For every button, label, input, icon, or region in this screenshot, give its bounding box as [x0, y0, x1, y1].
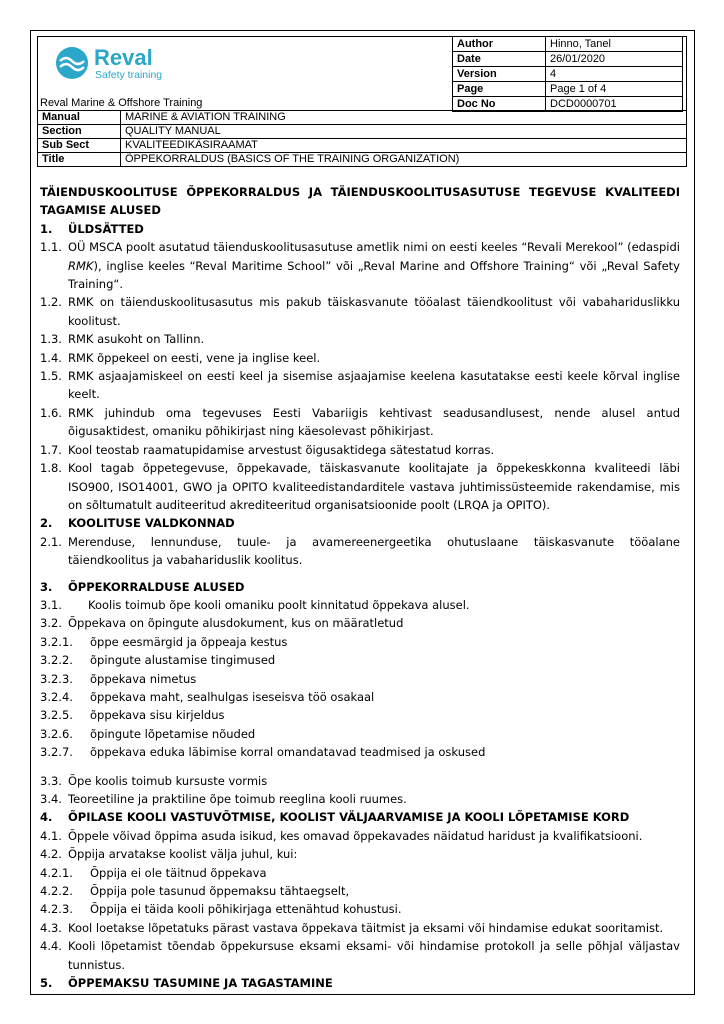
meta-key: Version: [453, 67, 546, 82]
meta-key: Page: [453, 82, 546, 97]
info-row: [38, 153, 687, 167]
meta-value: 26/01/2020: [546, 52, 683, 67]
list-item: 4.2.1. Õppija ei ole täitnud õppekava: [40, 865, 267, 880]
document-meta-table: [452, 36, 683, 112]
paragraph: 2.1. Merenduse, lennunduse, tuule- ja avamereenergeetika ohutuslaane täiskasvanute tööalane täiendkoolitus ja vabahariduslik koolitus.: [40, 534, 680, 568]
info-key: Section: [38, 125, 121, 139]
paragraph: 1.2. RMK on täienduskoolitusasutus mis pakub täiskasvanute tööalast täiendkoolitust või vabahariduslikku koolitust.: [40, 295, 680, 328]
info-key: Sub Sect: [38, 139, 121, 153]
paragraph: 1.7. Kool teostab raamatupidamise arvestust õigusaktidega sätestatud korras.: [40, 442, 495, 457]
reval-logo: [54, 43, 194, 83]
info-row: [38, 125, 687, 139]
list-item: 3.2.7. õppekava eduka läbimise korral omandatavad teadmised ja oskused: [40, 745, 486, 760]
list-item: 3.2.2. õpingute alustamise tingimused: [40, 653, 276, 668]
meta-row: [453, 37, 683, 52]
info-value: QUALITY MANUAL: [121, 125, 687, 139]
paragraph: 1.1. OÜ MSCA poolt asutatud täienduskoolitusasutuse ametlik nimi on eesti keeles “Revali Merekool” (edaspidi RMK), inglise keeles “Reval Maritime School” või „Reval Marine and Offshore Training“ või „Reval Safety Training“.: [40, 240, 680, 292]
info-key: Title: [38, 153, 121, 167]
info-row: [38, 111, 687, 125]
list-item: 3.2.3. õppekava nimetus: [40, 671, 197, 686]
paragraph: 1.8. Kool tagab õppetegevuse, õppekavade, täiskasvanute koolitajate ja õppekeskkonna kvaliteedi läbi ISO900, ISO14001, GWO ja OPITO kvaliteedistandarditele vastava juhtimissüsteemide rakendamise, mis on sõltumatult auditeeritud akrediteeritud organisatsioonide poolt (LRQA ja OPITO).: [40, 461, 680, 512]
main-title: TÄIENDUSKOOLITUSE ÕPPEKORRALDUS JA TÄIENDUSKOOLITUSASUTUSE TEGEVUSE KVALITEEDI TAGAMISE ALUSED: [40, 185, 680, 218]
meta-value: 4: [546, 67, 683, 82]
section-heading: 4. ÕPILASE KOOLI VASTUVÕTMISE, KOOLIST VÄLJAARVAMISE JA KOOLI LÕPETAMISE KORD: [40, 810, 630, 825]
section-heading: 2. KOOLITUSE VALDKONNAD: [40, 516, 235, 531]
meta-key: Author: [453, 37, 546, 52]
section-heading: 3. ÕPPEKORRALDUSE ALUSED: [40, 579, 245, 594]
meta-value: Hinno, Tanel: [546, 37, 683, 52]
paragraph: 4.4. Kooli lõpetamist tõendab õppekursuse eksami eksami- või hindamise protokoll ja selle põhjal väljastav tunnistus.: [40, 939, 680, 972]
meta-row: [453, 52, 683, 67]
list-item: 4.2.2. Õppija pole tasunud õppemaksu tähtaegselt,: [40, 884, 350, 899]
document-info-table: [37, 110, 687, 167]
info-value: MARINE & AVIATION TRAINING: [121, 111, 687, 125]
paragraph: 3.2. Õppekava on õpingute alusdokument, kus on määratletud: [40, 616, 404, 631]
section-heading: 1. ÜLDSÄTTED: [40, 221, 144, 236]
meta-row: [453, 82, 683, 97]
info-value: ÕPPEKORRALDUS (BASICS OF THE TRAINING ORGANIZATION): [121, 153, 687, 167]
svg-text:Safety training: Safety training: [95, 69, 163, 81]
document-body: [40, 183, 680, 992]
list-item: 3.2.4. õppekava maht, sealhulgas iseseisva töö osakaal: [40, 689, 375, 704]
paragraph: 3.4. Teoreetiline ja praktiline õpe toimub reeglina kooli ruumes.: [40, 792, 407, 806]
paragraph: 4.1. Õppele võivad õppima asuda isikud, kes omavad õppekavades näidatud haridust ja kvalifikatsiooni.: [40, 828, 643, 843]
paragraph: 4.3. Kool loetakse lõpetatuks pärast vastava õppekava täitmist ja eksami või hindamise edukat sooritamist.: [40, 920, 664, 935]
organization-name: Reval Marine & Offshore Training: [40, 97, 203, 109]
meta-value: Page 1 of 4: [546, 82, 683, 97]
meta-row: [453, 67, 683, 82]
paragraph: 4.2. Õppija arvatakse koolist välja juhul, kui:: [40, 847, 298, 862]
meta-value: DCD0000701: [546, 97, 683, 112]
document-header: [37, 36, 687, 111]
list-item: 3.2.6. õpingute lõpetamise nõuded: [40, 726, 256, 741]
meta-key: Date: [453, 52, 546, 67]
list-item: 3.2.5. õppekava sisu kirjeldus: [40, 708, 225, 723]
list-item: 3.2.1. õppe eesmärgid ja õppeaja kestus: [40, 634, 288, 649]
paragraph: 1.3. RMK asukoht on Tallinn.: [40, 332, 205, 347]
info-key: Manual: [38, 111, 121, 125]
paragraph: 3.3. Õpe koolis toimub kursuste vormis: [40, 773, 268, 788]
svg-text:Reval: Reval: [94, 45, 153, 70]
paragraph: 3.1. Koolis toimub õpe kooli omaniku poolt kinnitatud õppekava alusel.: [40, 597, 470, 612]
meta-key: Doc No: [453, 97, 546, 112]
paragraph: 1.6. RMK juhindub oma tegevuses Eesti Vabariigis kehtivast seadusandlusest, nende alusel antud õigusaktidest, omaniku põhikirjast ning käesolevast põhikirjast.: [40, 405, 680, 439]
info-value: KVALITEEDIKÄSIRAAMAT: [121, 139, 687, 153]
paragraph: 1.4. RMK õppekeel on eesti, vene ja inglise keel.: [40, 350, 321, 365]
section-heading: 5. ÕPPEMAKSU TASUMINE JA TAGASTAMINE: [40, 976, 333, 991]
paragraph: 1.5. RMK asjaajamiskeel on eesti keel ja sisemise asjaajamise keelena kasutatakse eesti keele kõrval inglise keelt.: [40, 369, 680, 402]
info-row: [38, 139, 687, 153]
list-item: 4.2.3. Õppija ei täida kooli põhikirjaga ettenähtud kohustusi.: [40, 902, 402, 917]
